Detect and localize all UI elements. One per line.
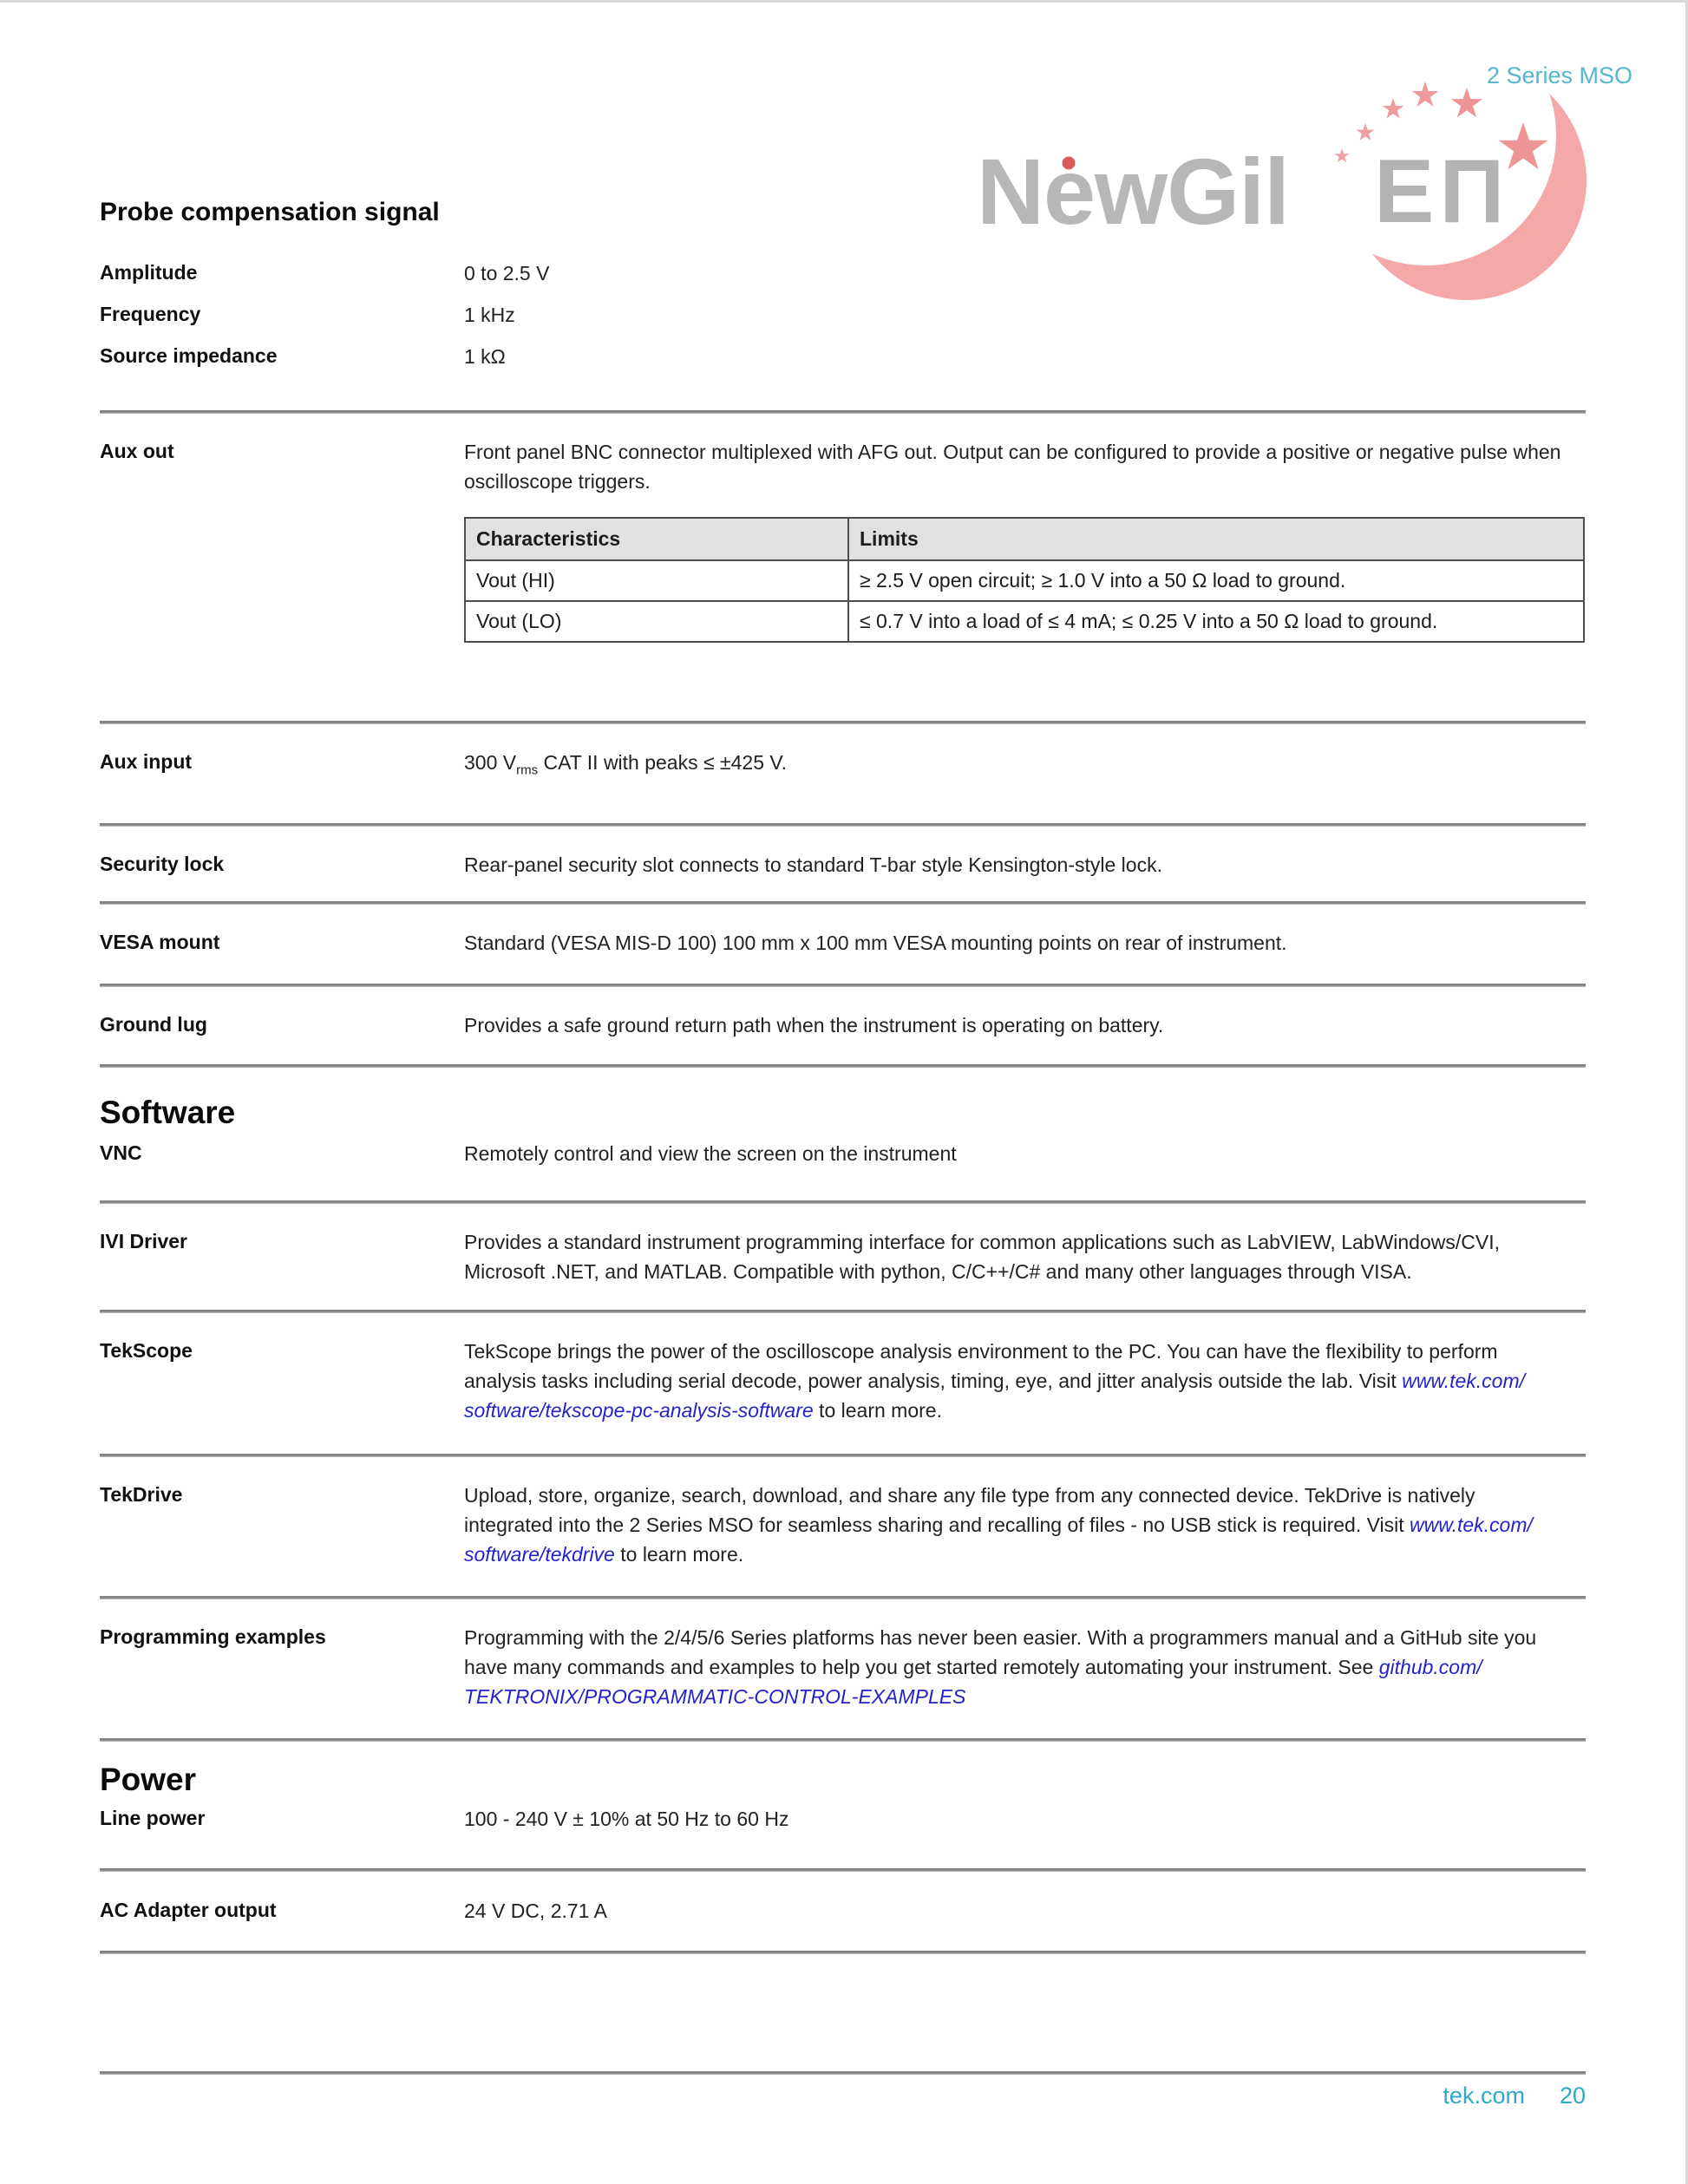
spec-label: Amplitude	[100, 261, 198, 284]
spec-row-line-power	[100, 1804, 1586, 1868]
section-divider	[100, 1064, 1586, 1068]
table-header-row	[465, 518, 1584, 560]
spec-label: Aux input	[100, 750, 193, 773]
table-cell: Vout (LO)	[465, 601, 848, 642]
spec-value: Provides a safe ground return path when the instrument is operating on battery.	[464, 1013, 1164, 1036]
section-divider	[100, 1738, 1586, 1742]
spec-label: TekScope	[100, 1338, 193, 1362]
spec-row-ac-adapter	[100, 1872, 1586, 1951]
spec-label: Ground lug	[100, 1012, 207, 1036]
description-text: to learn more.	[614, 1542, 744, 1566]
spec-label: TekDrive	[100, 1482, 183, 1506]
spec-value: 1 kHz	[464, 304, 515, 326]
spec-value	[464, 437, 1566, 643]
aux-out-limits-table	[464, 517, 1585, 643]
table-row	[465, 601, 1584, 642]
spec-label: Security lock	[100, 852, 225, 875]
spec-label: Source impedance	[100, 344, 278, 367]
spec-label: VNC	[100, 1141, 142, 1164]
column-header: Characteristics	[465, 518, 848, 560]
spec-label: VESA mount	[100, 930, 220, 953]
watermark-wordmark: NewGil	[977, 139, 1290, 244]
spec-row-programming-examples	[100, 1599, 1586, 1738]
table-cell: ≤ 0.7 V into a load of ≤ 4 mA; ≤ 0.25 V into a 50 Ω load to ground.	[848, 601, 1584, 642]
link-text: software/tekdrive	[464, 1542, 615, 1566]
spec-label: Frequency	[100, 303, 201, 325]
link-text: www.tek.com/	[1402, 1369, 1526, 1392]
spec-row-aux-input	[100, 724, 1586, 823]
spec-value: Standard (VESA MIS-D 100) 100 mm x 100 mm VESA mounting points on rear of instrument.	[464, 931, 1287, 954]
description-text: to learn more.	[813, 1398, 942, 1422]
spec-label: Line power	[100, 1806, 206, 1829]
spec-row-ivi-driver	[100, 1204, 1586, 1310]
value-prefix: 300 V	[464, 751, 517, 774]
spec-label: IVI Driver	[100, 1229, 187, 1252]
product-series-tagline: 2 Series MSO	[1486, 62, 1632, 88]
footer-website-link[interactable]: tek.com	[1443, 2083, 1525, 2109]
table-row	[465, 560, 1584, 601]
watermark-symbol: EΠ	[1374, 141, 1510, 242]
link-text: www.tek.com/	[1410, 1513, 1533, 1536]
value-subscript: rms	[516, 762, 539, 778]
spec-row	[100, 342, 1586, 371]
link-text: software/tekscope-pc-analysis-software	[464, 1398, 814, 1422]
description-text: TekScope brings the power of the oscilloscope analysis environment to the PC. You can have the flexibility to perform analysis tasks including serial decode, power analysis, timing, eye, and jitter analysis outside the lab. Visit	[464, 1339, 1498, 1392]
table-cell: Vout (HI)	[465, 560, 848, 601]
section-title-probe-compensation: Probe compensation signal	[100, 198, 440, 226]
spec-value: 100 - 240 V ± 10% at 50 Hz to 60 Hz	[464, 1807, 789, 1830]
spec-value: 24 V DC, 2.71 A	[464, 1899, 607, 1922]
page-footer	[100, 2071, 1586, 2109]
spec-row-tekdrive	[100, 1457, 1586, 1596]
spec-row-ground-lug	[100, 987, 1586, 1064]
watermark-logo	[977, 50, 1645, 319]
link-text: github.com/	[1378, 1655, 1482, 1678]
section-divider	[100, 1951, 1586, 1954]
description-text: Programming with the 2/4/5/6 Series platforms has never been easier. With a programmers manual and a GitHub site you have many commands and examples to help you get started remotely automating your instrument. See	[464, 1625, 1537, 1678]
spec-label: Programming examples	[100, 1625, 326, 1648]
spec-row-aux-out	[100, 414, 1586, 721]
table-cell: ≥ 2.5 V open circuit; ≥ 1.0 V into a 50 Ω load to ground.	[848, 560, 1584, 601]
spec-label: Aux out	[100, 440, 174, 462]
spec-row-security-lock	[100, 827, 1586, 901]
footer-divider	[100, 2071, 1586, 2075]
spec-row-vnc	[100, 1139, 1586, 1200]
spec-row-tekscope	[100, 1313, 1586, 1454]
section-title-power: Power	[100, 1761, 197, 1797]
spec-value: 0 to 2.5 V	[464, 262, 550, 284]
spec-value: Rear-panel security slot connects to standard T-bar style Kensington-style lock.	[464, 853, 1162, 876]
spec-value: Provides a standard instrument programming interface for common applications such as LabVIEW, LabWindows/CVI, Microsoft .NET, and MATLAB. Compatible with python, C/C++/C# and many other languages through VISA.	[464, 1230, 1501, 1283]
spec-label: AC Adapter output	[100, 1898, 277, 1921]
spec-row-vesa-mount	[100, 905, 1586, 984]
spec-value: Remotely control and view the screen on the instrument	[464, 1141, 957, 1165]
section-title-software: Software	[100, 1094, 236, 1130]
aux-out-description: Front panel BNC connector multiplexed with AFG out. Output can be configured to provide a positive or negative pulse when oscilloscope triggers.	[464, 441, 1561, 493]
value-suffix: CAT II with peaks ≤ ±425 V.	[538, 751, 788, 774]
column-header: Limits	[848, 518, 1584, 560]
spec-value	[464, 1481, 1566, 1569]
page-number: 20	[1559, 2083, 1586, 2109]
spec-value: 1 kΩ	[464, 345, 506, 368]
spec-value	[464, 1623, 1566, 1711]
link-text: TEKTRONIX/PROGRAMMATIC-CONTROL-EXAMPLES	[464, 1684, 966, 1708]
spec-value	[464, 1337, 1566, 1425]
spec-value	[464, 748, 1566, 786]
description-text: Upload, store, organize, search, download, and share any file type from any connected device. TekDrive is natively integrated into the 2 Series MSO for seamless sharing and recalling of files - no USB stick is required. Visit	[464, 1483, 1475, 1536]
